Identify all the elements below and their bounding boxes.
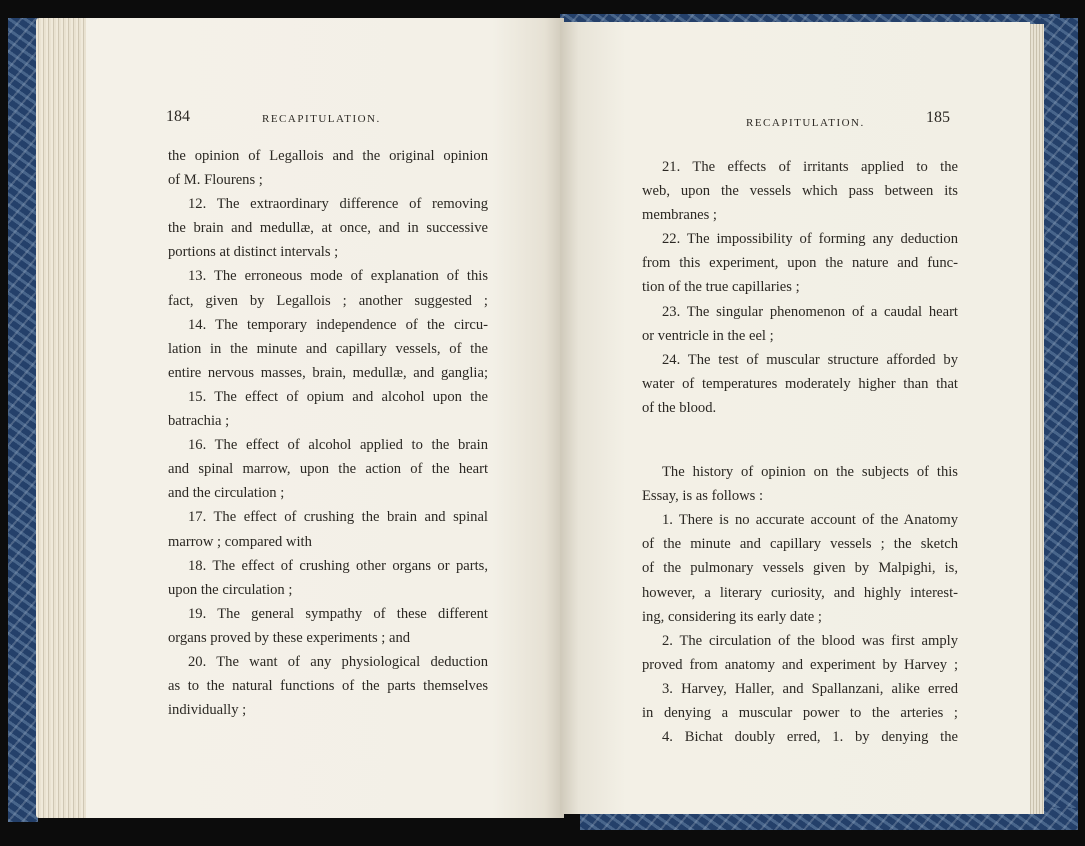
- text-line: and spinal marrow, upon the action of the heart: [168, 461, 488, 478]
- text-line: ing, considering its early date ;: [642, 608, 822, 625]
- marbled-cover-left: [8, 18, 38, 822]
- text-line: upon the circulation ;: [168, 581, 293, 598]
- left-page: [86, 18, 564, 818]
- running-head: RECAPITULATION.: [746, 117, 865, 129]
- section-break: [642, 420, 958, 460]
- right-page: [560, 22, 1030, 814]
- text-line: of the minute and capillary vessels ; the sketch: [642, 536, 958, 553]
- text-line: water of temperatures moderately higher than that: [642, 375, 958, 392]
- text-line: however, a literary curiosity, and highly interest-: [642, 584, 958, 601]
- body-text: [168, 144, 488, 722]
- text-line: The history of opinion on the subjects of this: [662, 464, 958, 481]
- text-line: 20. The want of any physiological deduction: [188, 653, 488, 670]
- running-head: RECAPITULATION.: [262, 113, 381, 125]
- text-line: 21. The effects of irritants applied to the: [662, 159, 958, 175]
- text-line: marrow ; compared with: [168, 533, 312, 550]
- text-line: 22. The impossibility of forming any deduction: [662, 231, 958, 248]
- text-line: 14. The temporary independence of the circu-: [188, 316, 488, 333]
- text-line: the brain and medullæ, at once, and in successive: [168, 220, 488, 237]
- text-line: of the pulmonary vessels given by Malpighi, is,: [642, 560, 958, 577]
- text-line: 3. Harvey, Haller, and Spallanzani, alike erred: [662, 680, 958, 697]
- text-line: Essay, is as follows :: [642, 488, 764, 505]
- text-line: of the blood.: [642, 399, 717, 416]
- text-line: individually ;: [168, 702, 247, 719]
- text-line: 4. Bichat doubly erred, 1. by denying the: [662, 729, 958, 746]
- page-number: 185: [926, 109, 950, 126]
- text-line: 16. The effect of alcohol applied to the brain: [188, 437, 488, 454]
- page-edges-right: [1028, 24, 1044, 814]
- text-line: tion of the true capillaries ;: [642, 279, 800, 296]
- text-line: and the circulation ;: [168, 485, 285, 502]
- body-text: [642, 155, 958, 749]
- text-line: 13. The erroneous mode of explanation of this: [188, 268, 488, 285]
- text-line: organs proved by these experiments ; and: [168, 629, 411, 646]
- text-line: from this experiment, upon the nature and func-: [642, 255, 958, 272]
- text-line: 18. The effect of crushing other organs or parts,: [188, 557, 488, 574]
- text-line: of M. Flourens ;: [168, 172, 263, 189]
- marbled-cover-right: [1040, 18, 1078, 830]
- text-line: lation in the minute and capillary vessels, of the: [168, 340, 488, 357]
- text-line: fact, given by Legallois ; another suggested ;: [168, 292, 488, 309]
- text-line: 15. The effect of opium and alcohol upon the: [188, 388, 488, 405]
- text-line: 23. The singular phenomenon of a caudal heart: [662, 303, 958, 320]
- text-line: as to the natural functions of the parts themselves: [168, 678, 488, 695]
- text-line: 19. The general sympathy of these different: [188, 605, 488, 622]
- text-line: batrachia ;: [168, 413, 230, 430]
- text-line: 17. The effect of crushing the brain and spinal: [188, 509, 488, 526]
- text-line: 12. The extraordinary difference of removing: [188, 196, 488, 213]
- text-line: portions at distinct intervals ;: [168, 244, 339, 261]
- text-line: 2. The circulation of the blood was first amply: [662, 632, 958, 649]
- text-line: 24. The test of muscular structure afforded by: [662, 351, 958, 368]
- text-line: in denying a muscular power to the arteries ;: [642, 704, 958, 721]
- text-line: or ventricle in the eel ;: [642, 327, 774, 344]
- text-line: membranes ;: [642, 207, 717, 224]
- text-line: web, upon the vessels which pass between its: [642, 183, 958, 200]
- text-line: 1. There is no accurate account of the Anatomy: [662, 512, 958, 529]
- page-number: 184: [166, 108, 190, 125]
- text-line: the opinion of Legallois and the original opinion: [168, 148, 488, 164]
- text-line: proved from anatomy and experiment by Harvey ;: [642, 656, 958, 673]
- page-edges-left: [36, 18, 88, 818]
- text-line: entire nervous masses, brain, medullæ, and ganglia;: [168, 364, 488, 381]
